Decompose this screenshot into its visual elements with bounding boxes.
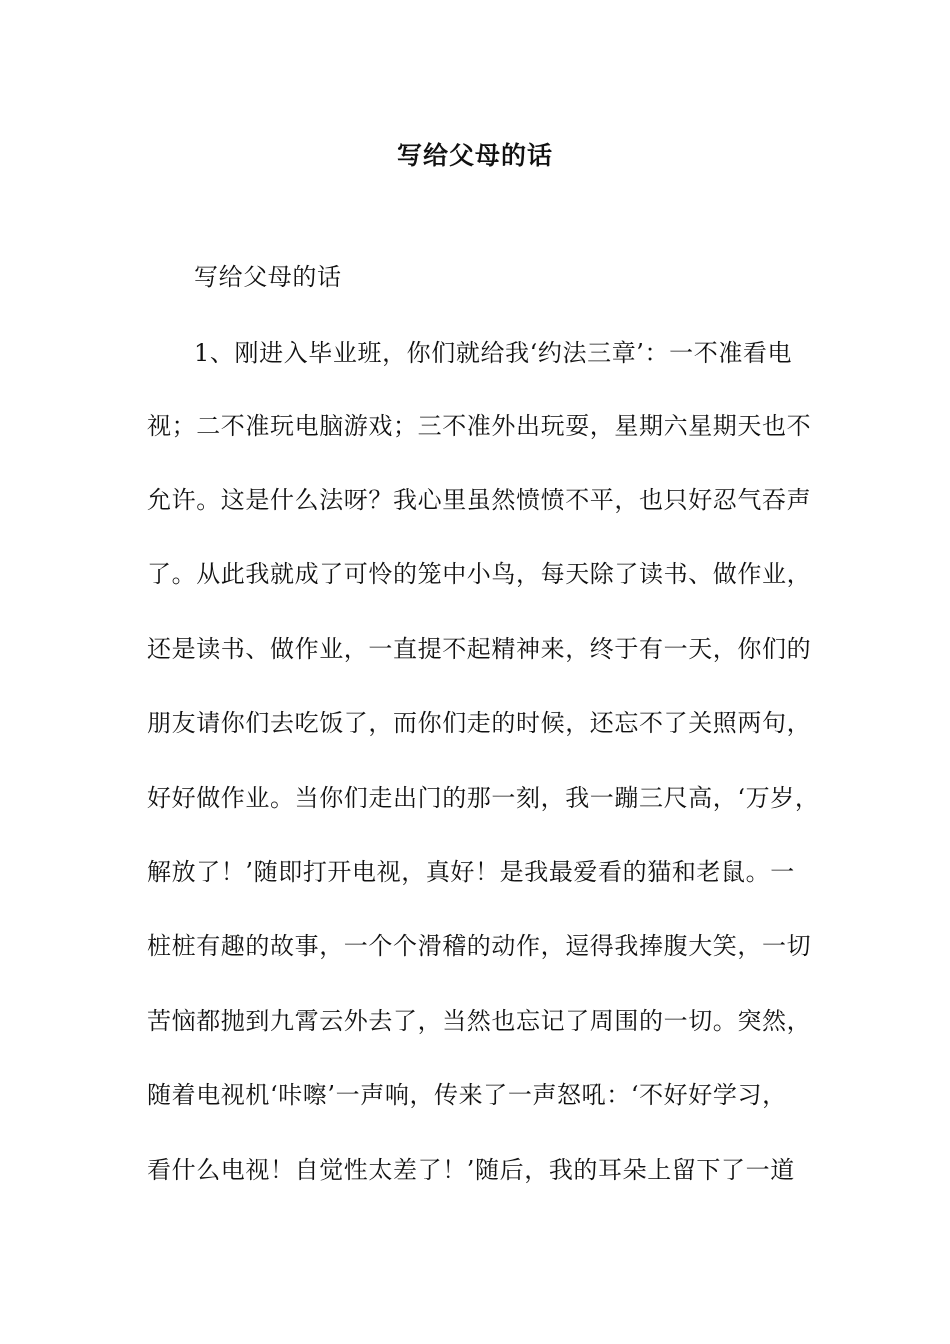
- body-line: 好好做作业。当你们走出门的那一刻，我一蹦三尺高，‘万岁，: [147, 784, 820, 812]
- body-line: 桩桩有趣的故事，一个个滑稽的动作，逗得我捧腹大笑，一切: [147, 932, 812, 960]
- body-line: 了。从此我就成了可怜的笼中小鸟，每天除了读书、做作业，: [147, 560, 812, 588]
- body-line: 允许。这是什么法呀？我心里虽然愤愤不平，也只好忍气吞声: [147, 486, 812, 514]
- body-line: 看什么电视！自觉性太差了！’随后，我的耳朵上留下了一道: [147, 1156, 795, 1184]
- section-heading: 写给父母的话: [194, 263, 342, 291]
- body-line: 随着电视机‘咔嚓’一声响，传来了一声怒吼：‘不好好学习，: [147, 1081, 787, 1109]
- body-line: 朋友请你们去吃饭了，而你们走的时候，还忘不了关照两句，: [147, 709, 812, 737]
- body-line: 还是读书、做作业，一直提不起精神来，终于有一天，你们的: [147, 635, 812, 663]
- body-line: 解放了！’随即打开电视，真好！是我最爱看的猫和老鼠。一: [147, 858, 795, 886]
- body-line: 苦恼都抛到九霄云外去了，当然也忘记了周围的一切。突然，: [147, 1007, 812, 1035]
- body-line: 视；二不准玩电脑游戏；三不准外出玩耍，星期六星期天也不: [147, 412, 812, 440]
- body-line: 1、刚进入毕业班，你们就给我‘约法三章’：一不准看电: [194, 339, 793, 367]
- document-title: 写给父母的话: [396, 141, 553, 170]
